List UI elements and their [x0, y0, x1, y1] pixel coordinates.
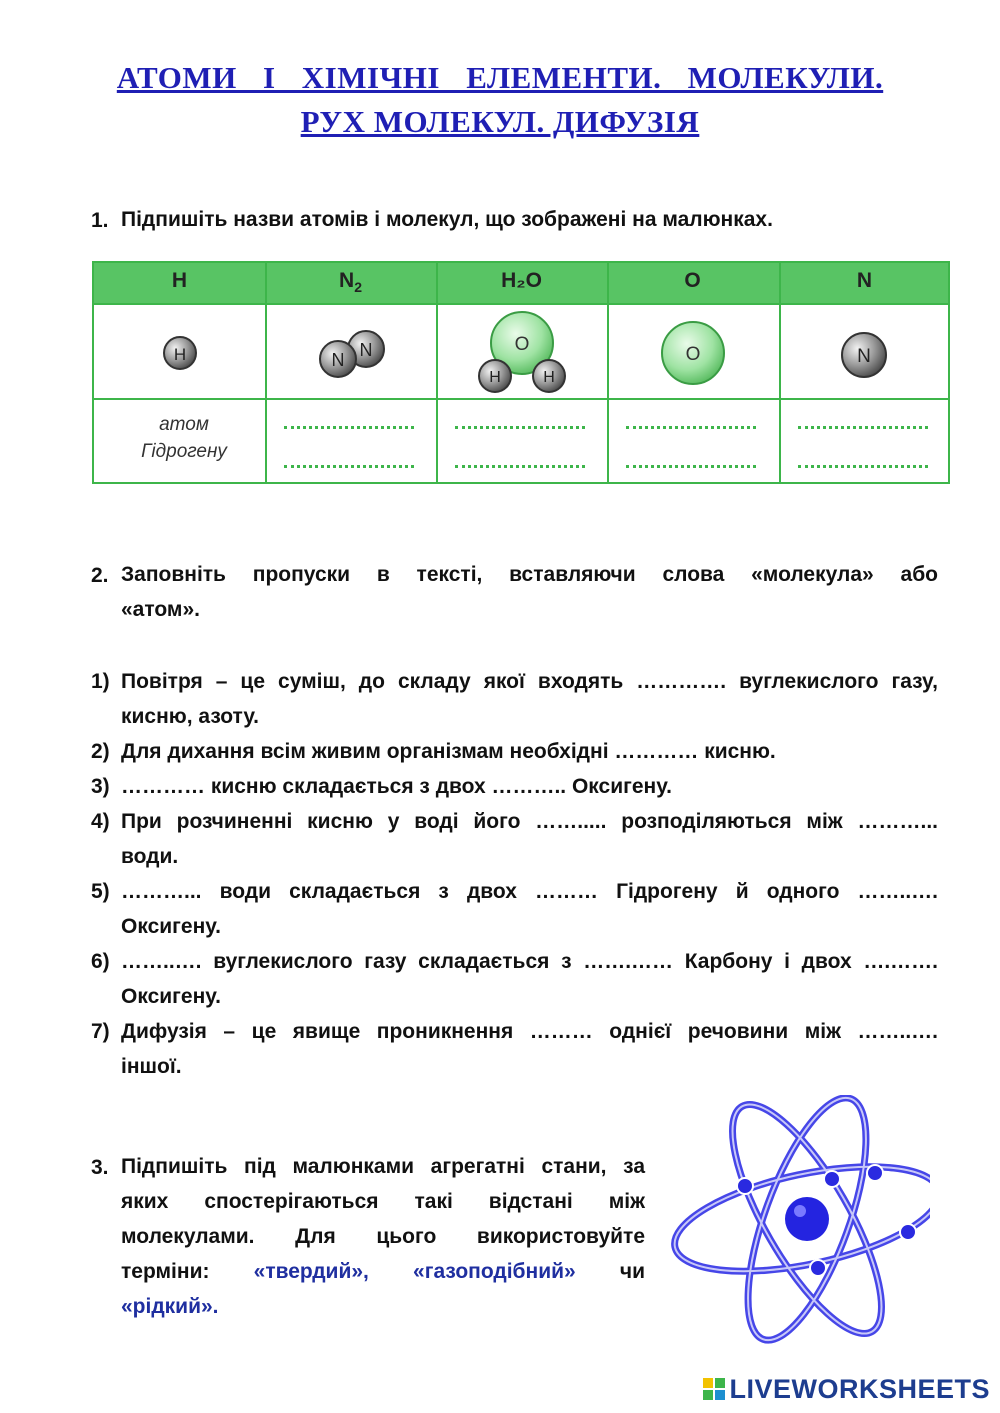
list-item: 1) Повітря – це суміш, до складу якої входять …………. вуглекислого газу, кисню, азоту.	[91, 670, 938, 728]
answer-line-n2-2[interactable]	[284, 463, 414, 468]
answer-line-o-1[interactable]	[626, 424, 756, 429]
q2-number: 2.	[91, 564, 109, 587]
header-o: O	[684, 269, 701, 292]
hydrogen-atom-icon	[164, 337, 196, 369]
list-item: 3) ………… кисню складається з двох ……….. Оксигену.	[91, 775, 672, 798]
atom-label: N	[359, 340, 373, 360]
term-liquid: «рідкий».	[121, 1295, 219, 1318]
answer-line-h2o-2[interactable]	[455, 463, 585, 468]
q3-number: 3.	[91, 1156, 109, 1179]
oxygen-atom-icon	[662, 322, 724, 384]
list-item: 4) При розчиненні кисню у воді його ……..... розподіляються між ………... води.	[91, 810, 938, 868]
q2-text-line2: «атом».	[121, 598, 200, 621]
header-n: N	[856, 269, 873, 292]
page-title-line2: РУХ МОЛЕКУЛ. ДИФУЗІЯ	[300, 104, 700, 139]
answer-line-n-1[interactable]	[798, 424, 928, 429]
atom-label: N	[331, 350, 345, 370]
atom-illustration-icon	[660, 1095, 930, 1355]
atom-label: H	[489, 369, 501, 386]
answer-line-h2o-1[interactable]	[455, 424, 585, 429]
header-h2o: H₂O	[501, 269, 542, 292]
term-gaseous: «газоподібний»	[413, 1260, 576, 1283]
nitrogen-molecule-icon	[320, 331, 384, 377]
term-solid: «твердий»,	[253, 1260, 369, 1283]
liveworksheets-logo: LIVEWORKSHEETS	[703, 1374, 990, 1405]
water-molecule-icon	[479, 312, 565, 392]
list-item: 2) Для дихання всім живим організмам необхідні ………… кисню.	[91, 740, 776, 763]
logo-badge-icon	[703, 1378, 725, 1400]
header-h: H	[171, 269, 188, 292]
fill-in-list	[91, 664, 938, 1084]
q1-number: 1.	[91, 209, 109, 232]
molecule-drawings	[94, 305, 948, 398]
atom-label: O	[514, 334, 530, 355]
answer-line-o-2[interactable]	[626, 463, 756, 468]
answer-line-n2-1[interactable]	[284, 424, 414, 429]
q3-text: Підпишіть під малюнками агрегатні стани, за яких спостерігаються такі відстані між молекулами. Для цього використовуйте терміни: «твердий», «газоподібний» чи «рідкий».	[121, 1149, 645, 1324]
example-label: атом Гідрогену	[141, 414, 227, 462]
q2-text-line1: Заповніть пропуски в тексті, вставляючи слова «молекула» або	[121, 563, 938, 586]
atom-label: H	[543, 369, 555, 386]
q1-text: Підпишіть назви атомів і молекул, що зображені на малюнках.	[121, 208, 773, 231]
atoms-table	[92, 261, 950, 484]
list-item: 6) ……..…. вуглекислого газу складається з …….…… Карбону і двох ….……. Оксигену.	[91, 950, 938, 1008]
atom-label: O	[685, 344, 701, 365]
atom-label: H	[173, 345, 187, 364]
list-item: 7) Дифузія – це явище проникнення ……… однієї речовини між ……..…. іншої.	[91, 1020, 938, 1078]
page-title-line1: АТОМИ І ХІМІЧНІ ЕЛЕМЕНТИ. МОЛЕКУЛИ.	[116, 60, 884, 95]
header-n2: $N_2$	[339, 269, 362, 296]
list-item: 5) ………... води складається з двох ……… Гідрогену й одного ……..…. Оксигену.	[91, 880, 938, 938]
nitrogen-atom-icon	[842, 333, 886, 377]
atom-label: N	[857, 346, 871, 367]
answer-line-n-2[interactable]	[798, 463, 928, 468]
